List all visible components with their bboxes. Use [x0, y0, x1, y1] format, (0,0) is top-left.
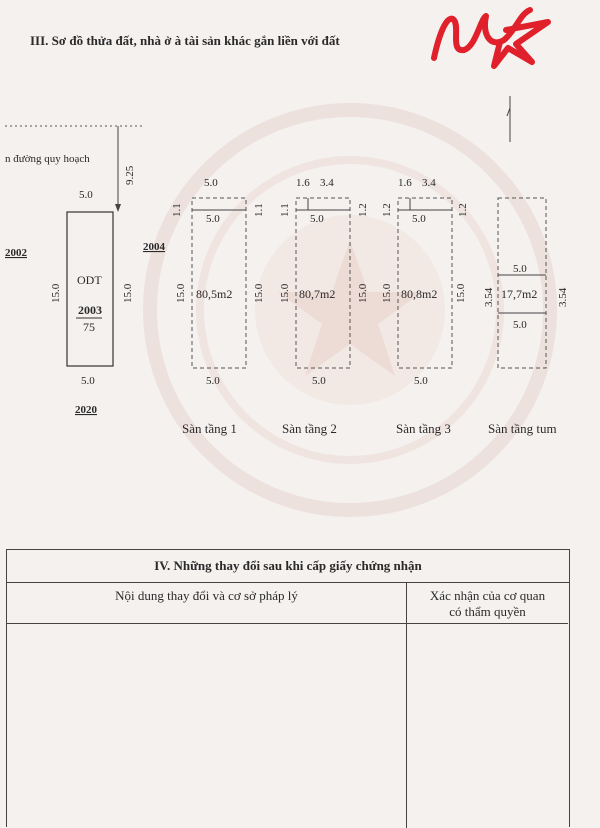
floor-1-left-offset: 1.1	[171, 203, 183, 217]
roof-floor-plan	[483, 198, 569, 368]
plot-left-length: 15.0	[50, 283, 62, 303]
plot-bottom-width: 5.0	[81, 375, 95, 387]
floor-1-caption: Sàn tầng 1	[182, 421, 237, 436]
section-iv-title: IV. Những thay đổi sau khi cấp giấy chứng nhận	[7, 550, 569, 583]
column-header-confirmation	[407, 582, 568, 624]
floor-2-plan	[279, 177, 369, 387]
changes-table	[6, 549, 570, 827]
plot-right-length: 15.0	[122, 283, 134, 303]
floor-3-top-left: 1.6	[398, 177, 412, 189]
floor-2-right-offset: 1.2	[357, 203, 369, 217]
floor-2-left-offset: 1.1	[279, 203, 291, 217]
floor-3-inner-width: 5.0	[412, 213, 426, 225]
floor-2-top-left: 1.6	[296, 177, 310, 189]
road-label: n đường quy hoạch	[5, 153, 90, 165]
section-iii-title: III. Sơ đồ thửa đất, nhà ở à tài sản khác gắn liền với đất	[30, 33, 340, 48]
floor-2-inner-width: 5.0	[310, 213, 324, 225]
floor-3-top-right: 3.4	[422, 177, 436, 189]
neighbor-bottom: 2020	[75, 404, 97, 416]
column-header-content: Nội dung thay đổi và cơ sở pháp lý	[7, 582, 407, 624]
column-divider	[406, 624, 407, 828]
roof-top-width: 5.0	[513, 263, 527, 275]
floor-3-right-length: 15.0	[455, 283, 467, 303]
neighbor-left: 2002	[5, 247, 27, 259]
roof-area: 17,7m2	[501, 287, 538, 301]
roof-floor-caption: Sàn tầng tum	[488, 421, 557, 436]
neighbor-right: 2004	[143, 241, 165, 253]
floor-3-bottom-width: 5.0	[414, 375, 428, 387]
floor-3-area: 80,8m2	[401, 287, 438, 301]
parcel-number: 2003	[78, 303, 102, 317]
floor-1-left-length: 15.0	[175, 283, 187, 303]
site-plan-diagram	[0, 80, 600, 460]
floor-1-right-offset: 1.1	[253, 203, 265, 217]
floor-2-left-length: 15.0	[279, 283, 291, 303]
floor-1-right-length: 15.0	[253, 283, 265, 303]
roof-bottom-width: 5.0	[513, 319, 527, 331]
floor-1-bottom-width: 5.0	[206, 375, 220, 387]
floor-1-area: 80,5m2	[196, 287, 233, 301]
roof-right-length: 3.54	[557, 287, 569, 307]
setback-label: 9.25	[124, 165, 136, 185]
floor-2-right-length: 15.0	[357, 283, 369, 303]
floor-1-top-width: 5.0	[204, 177, 218, 189]
floor-3-right-offset: 1.2	[457, 203, 469, 217]
land-parcel	[67, 212, 113, 366]
floor-2-area: 80,7m2	[299, 287, 336, 301]
roof-left-length: 3.54	[483, 287, 495, 307]
floor-1-plan	[171, 177, 265, 387]
floor-3-caption: Sàn tầng 3	[396, 421, 451, 436]
plot-top-width: 5.0	[79, 189, 93, 201]
land-type: ODT	[77, 273, 102, 287]
floor-3-left-length: 15.0	[381, 283, 393, 303]
floor-2-top-right: 3.4	[320, 177, 334, 189]
floor-3-plan	[381, 177, 469, 387]
floor-2-caption: Sàn tầng 2	[282, 421, 337, 436]
floor-3-left-offset: 1.2	[381, 203, 393, 217]
floor-1-inner-width: 5.0	[206, 213, 220, 225]
column-header-confirmation-line1: Xác nhận của cơ quan	[429, 588, 546, 603]
floor-2-bottom-width: 5.0	[312, 375, 326, 387]
column-header-confirmation-line2: có thẩm quyền	[449, 604, 526, 619]
signature-mark	[420, 0, 560, 90]
sheet-number: 75	[83, 320, 95, 334]
